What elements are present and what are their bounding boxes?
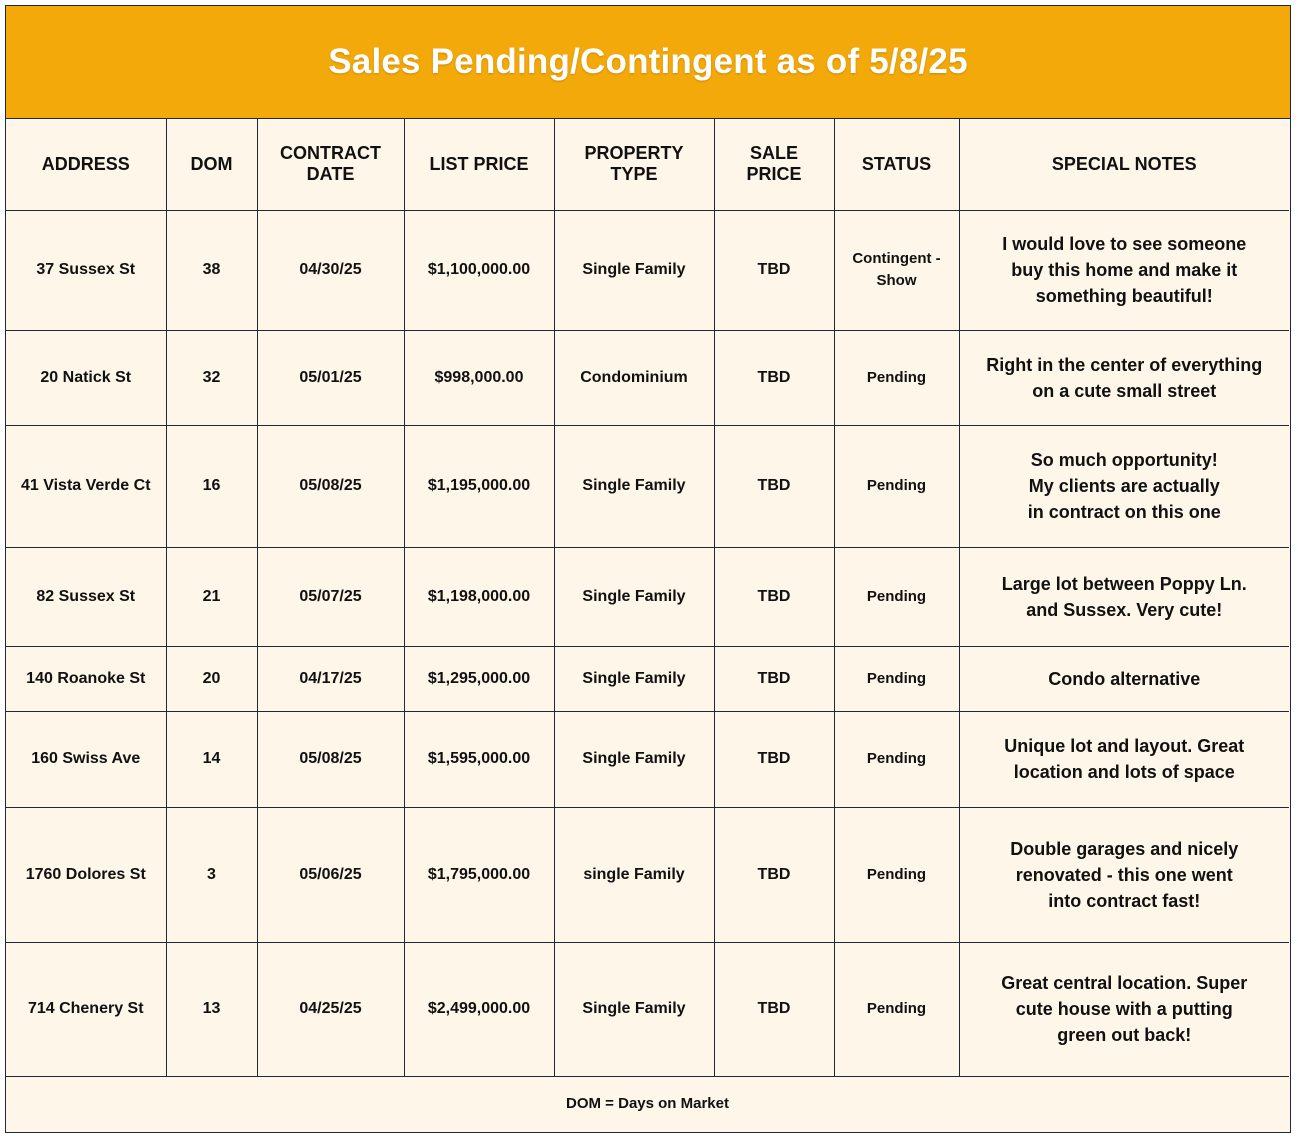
list-price-cell: $1,795,000.00 (404, 807, 554, 942)
header-sale-price: SALE PRICE (714, 119, 834, 210)
notes-cell: Condo alternative (959, 646, 1289, 711)
table-row (6, 711, 1289, 807)
dom-cell: 16 (166, 425, 257, 547)
header-address: ADDRESS (6, 119, 166, 210)
header-contract-date-line1: CONTRACT (280, 143, 381, 164)
property-type-cell: Single Family (554, 210, 714, 330)
notes-line2: cute house with a putting (1015, 999, 1233, 1019)
contract-date-cell: 04/30/25 (257, 210, 404, 330)
list-price-cell: $2,499,000.00 (404, 942, 554, 1076)
sale-price-cell: TBD (714, 330, 834, 425)
notes-line1: So much opportunity! (1030, 450, 1218, 470)
dom-legend: DOM = Days on Market (6, 1076, 1289, 1132)
sale-price-cell: TBD (714, 646, 834, 711)
status-line2: Show (876, 272, 917, 289)
address-cell: 1760 Dolores St (6, 807, 166, 942)
header-dom: DOM (166, 119, 257, 210)
dom-cell: 21 (166, 547, 257, 646)
page-title: Sales Pending/Contingent as of 5/8/25 (328, 42, 968, 81)
property-type-cell: Single Family (554, 425, 714, 547)
dom-cell: 32 (166, 330, 257, 425)
table-row (6, 425, 1289, 547)
status-line1: Contingent - (852, 250, 941, 267)
notes-cell (959, 210, 1289, 330)
title-banner (6, 6, 1290, 119)
header-row (6, 119, 1289, 210)
notes-cell (959, 547, 1289, 646)
header-contract-date (257, 119, 404, 210)
property-type-cell: Condominium (554, 330, 714, 425)
notes-cell (959, 807, 1289, 942)
list-price-cell: $1,595,000.00 (404, 711, 554, 807)
list-price-cell: $1,100,000.00 (404, 210, 554, 330)
sale-price-cell: TBD (714, 547, 834, 646)
notes-cell (959, 711, 1289, 807)
address-cell: 140 Roanoke St (6, 646, 166, 711)
status-cell: Pending (834, 942, 959, 1076)
table-row (6, 210, 1289, 330)
contract-date-cell: 04/17/25 (257, 646, 404, 711)
notes-line2: My clients are actually (1028, 476, 1220, 496)
notes-line1: Unique lot and layout. Great (1004, 736, 1245, 756)
list-price-cell: $1,195,000.00 (404, 425, 554, 547)
dom-cell: 14 (166, 711, 257, 807)
table-row (6, 330, 1289, 425)
status-cell (834, 210, 959, 330)
listings-table (6, 119, 1289, 1132)
header-contract-date-line2: DATE (306, 164, 355, 185)
property-type-cell: single Family (554, 807, 714, 942)
address-cell: 20 Natick St (6, 330, 166, 425)
notes-line2: on a cute small street (1032, 380, 1217, 401)
status-cell: Pending (834, 330, 959, 425)
dom-cell: 20 (166, 646, 257, 711)
sale-price-cell: TBD (714, 425, 834, 547)
sale-price-cell: TBD (714, 942, 834, 1076)
notes-line1: I would love to see someone (1002, 234, 1247, 254)
address-cell: 82 Sussex St (6, 547, 166, 646)
notes-line3: in contract on this one (1027, 502, 1221, 522)
notes-line2: renovated - this one went (1015, 864, 1233, 885)
notes-line2: buy this home and make it (1011, 260, 1238, 280)
notes-line1: Right in the center of everything (986, 354, 1263, 375)
notes-cell (959, 425, 1289, 547)
status-cell: Pending (834, 547, 959, 646)
footer-row (6, 1076, 1289, 1132)
address-cell: 41 Vista Verde Ct (6, 425, 166, 547)
table-row (6, 807, 1289, 942)
notes-line1: Double garages and nicely (1010, 838, 1239, 859)
property-type-cell: Single Family (554, 646, 714, 711)
contract-date-cell: 05/07/25 (257, 547, 404, 646)
property-type-cell: Single Family (554, 942, 714, 1076)
dom-cell: 38 (166, 210, 257, 330)
header-special-notes: SPECIAL NOTES (959, 119, 1289, 210)
property-type-cell: Single Family (554, 547, 714, 646)
notes-line3: something beautiful! (1035, 286, 1213, 306)
notes-cell (959, 330, 1289, 425)
status-cell: Pending (834, 711, 959, 807)
address-cell: 714 Chenery St (6, 942, 166, 1076)
status-cell: Pending (834, 646, 959, 711)
sale-price-cell: TBD (714, 210, 834, 330)
contract-date-cell: 05/08/25 (257, 711, 404, 807)
table-row (6, 942, 1289, 1076)
header-status: STATUS (834, 119, 959, 210)
header-property-type: PROPERTY TYPE (554, 119, 714, 210)
dom-cell: 3 (166, 807, 257, 942)
contract-date-cell: 05/06/25 (257, 807, 404, 942)
notes-line1: Great central location. Super (1001, 973, 1248, 993)
contract-date-cell: 05/01/25 (257, 330, 404, 425)
listing-sheet (5, 5, 1291, 1133)
table-row (6, 646, 1289, 711)
list-price-cell: $998,000.00 (404, 330, 554, 425)
contract-date-cell: 04/25/25 (257, 942, 404, 1076)
sale-price-cell: TBD (714, 807, 834, 942)
notes-line3: into contract fast! (1048, 890, 1201, 911)
notes-cell (959, 942, 1289, 1076)
address-cell: 37 Sussex St (6, 210, 166, 330)
header-list-price: LIST PRICE (404, 119, 554, 210)
contract-date-cell: 05/08/25 (257, 425, 404, 547)
dom-cell: 13 (166, 942, 257, 1076)
notes-line1: Large lot between Poppy Ln. (1001, 573, 1247, 594)
notes-line2: and Sussex. Very cute! (1026, 599, 1223, 620)
status-cell: Pending (834, 807, 959, 942)
property-type-cell: Single Family (554, 711, 714, 807)
list-price-cell: $1,295,000.00 (404, 646, 554, 711)
list-price-cell: $1,198,000.00 (404, 547, 554, 646)
table-row (6, 547, 1289, 646)
sale-price-cell: TBD (714, 711, 834, 807)
notes-line3: green out back! (1057, 1025, 1192, 1045)
status-cell: Pending (834, 425, 959, 547)
notes-line2: location and lots of space (1013, 762, 1235, 782)
address-cell: 160 Swiss Ave (6, 711, 166, 807)
